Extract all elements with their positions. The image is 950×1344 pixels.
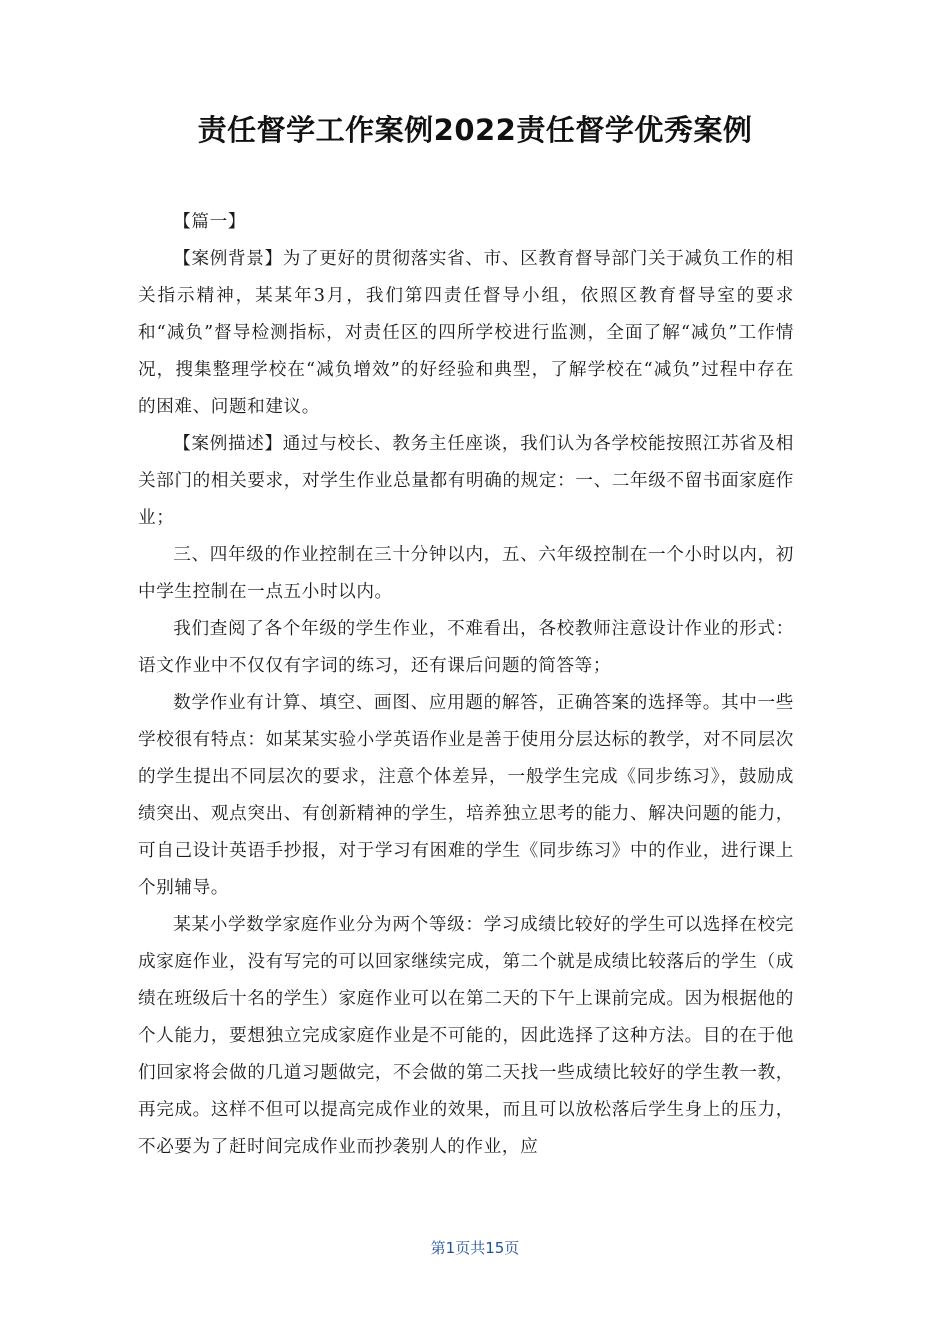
paragraph-case-background: 【案例背景】为了更好的贯彻落实省、市、区教育督导部门关于减负工作的相关指示精神，某某年3月，我们第四责任督导小组，依照区教育督导室的要求和“减负”督导检测指标，对责任区的四所学校进行监测，全面了解“减负”工作情况，搜集整理学校在“减负增效”的好经验和典型，了解学校在“减负”过程中存在的困难、问题和建议。 [138,249,794,417]
page-number-footer: 第1页共15页 [430,1239,520,1257]
paragraph-grade-limits: 三、四年级的作业控制在三十分钟以内，五、六年级控制在一个小时以内，初中学生控制在一点五小时以内。 [138,545,794,602]
document-body [138,204,794,1166]
paragraph-math-homework: 数学作业有计算、填空、画图、应用题的解答，正确答案的选择等。其中一些学校很有特点：如某某实验小学英语作业是善于使用分层达标的教学，对不同层次的学生提出不同层次的要求，注意个体差异，一般学生完成《同步练习》，鼓励成绩突出、观点突出、有创新精神的学生，培养独立思考的能力、解决问题的能力，可自己设计英语手抄报，对于学习有困难的学生《同步练习》中的作业，进行课上个别辅导。 [138,693,794,898]
paragraph-two-levels: 某某小学数学家庭作业分为两个等级：学习成绩比较好的学生可以选择在校完成家庭作业，没有写完的可以回家继续完成，第二个就是成绩比较落后的学生（成绩在班级后十名的学生）家庭作业可以在第二天的下午上课前完成。因为根据他的个人能力，要想独立完成家庭作业是不可能的，因此选择了这种方法。目的在于他们回家将会做的几道习题做完，不会做的第二天找一些成绩比较好的学生教一教，再完成。这样不但可以提高完成作业的效果，而且可以放松落后学生身上的压力，不必要为了赶时间完成作业而抄袭别人的作业，应 [138,915,794,1157]
paragraph-homework-review: 我们查阅了各个年级的学生作业，不难看出，各校教师注意设计作业的形式：语文作业中不仅仅有字词的练习，还有课后问题的简答等； [138,619,794,676]
paragraph-case-description: 【案例描述】通过与校长、教务主任座谈，我们认为各学校能按照江苏省及相关部门的相关要求，对学生作业总量都有明确的规定：一、二年级不留书面家庭作业； [138,434,794,528]
paragraph-section-heading: 【篇一】 [173,212,246,232]
document-title: 责任督学工作案例2022责任督学优秀案例 [197,113,753,147]
